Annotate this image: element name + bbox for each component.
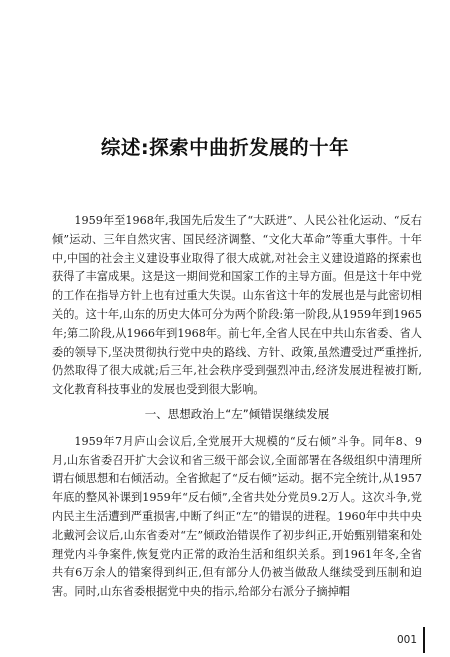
page-number-rule <box>423 627 425 653</box>
page-number: 001 <box>397 634 418 646</box>
chapter-title: 综述:探索中曲折发展的十年 <box>100 136 350 160</box>
section-heading: 一、思想政治上“左”倾错误继续发展 <box>144 406 330 421</box>
section-paragraph: 1959年7月庐山会议后,全党展开大规模的“反右倾”斗争。同年8、9月,山东省委召开扩大会议和省三级干部会议,全面部署在各级组织中清理所谓右倾思想和右倾活动。全省掀起了“反右倾”运动。据不完全统计,从1957年底的整风补课到1959年“反右倾”,全省共处分党员9.2万人。这次斗争,党内民主生活遭到严重损害,中断了纠正“左”的错误的进程。1960年中共中央北戴河会议后,山东省委对“左”倾政治错误作了初步纠正,开始甄别错案和处理党内斗争案件,恢复党内正常的政治生活和组织关系。到1961年冬,全省共有6万余人的错案得到纠正,但有部分人仍被当做敌人继续受到压制和迫害。同时,山东省委根据党中央的指示,给部分右派分子摘掉帽 <box>52 434 422 599</box>
intro-paragraph: 1959年至1968年,我国先后发生了“大跃进”、人民公社化运动、“反右倾”运动、三年自然灾害、国民经济调整、“文化大革命”等重大事件。十年中,中国的社会主义建设事业取得了很大成就,对社会主义建设道路的探索也获得了丰富成果。这是这一期间党和国家工作的主导方面。但是这十年中党的工作在指导方针上也有过重大失误。山东省这十年的发展也是与此密切相关的。这十年,山东的历史大体可分为两个阶段:第一阶段,从1959年到1965年;第二阶段,从1966年到1968年。前七年,全省人民在中共山东省委、省人委的领导下,坚决贯彻执行党中央的路线、方针、政策,虽然遭受过严重挫折,仍然取得了很大成就;后三年,社会秩序受到强烈冲击,经济发展进程被打断,文化教育科技事业的发展也受到很大影响。 <box>52 214 422 397</box>
body-text <box>52 212 422 602</box>
